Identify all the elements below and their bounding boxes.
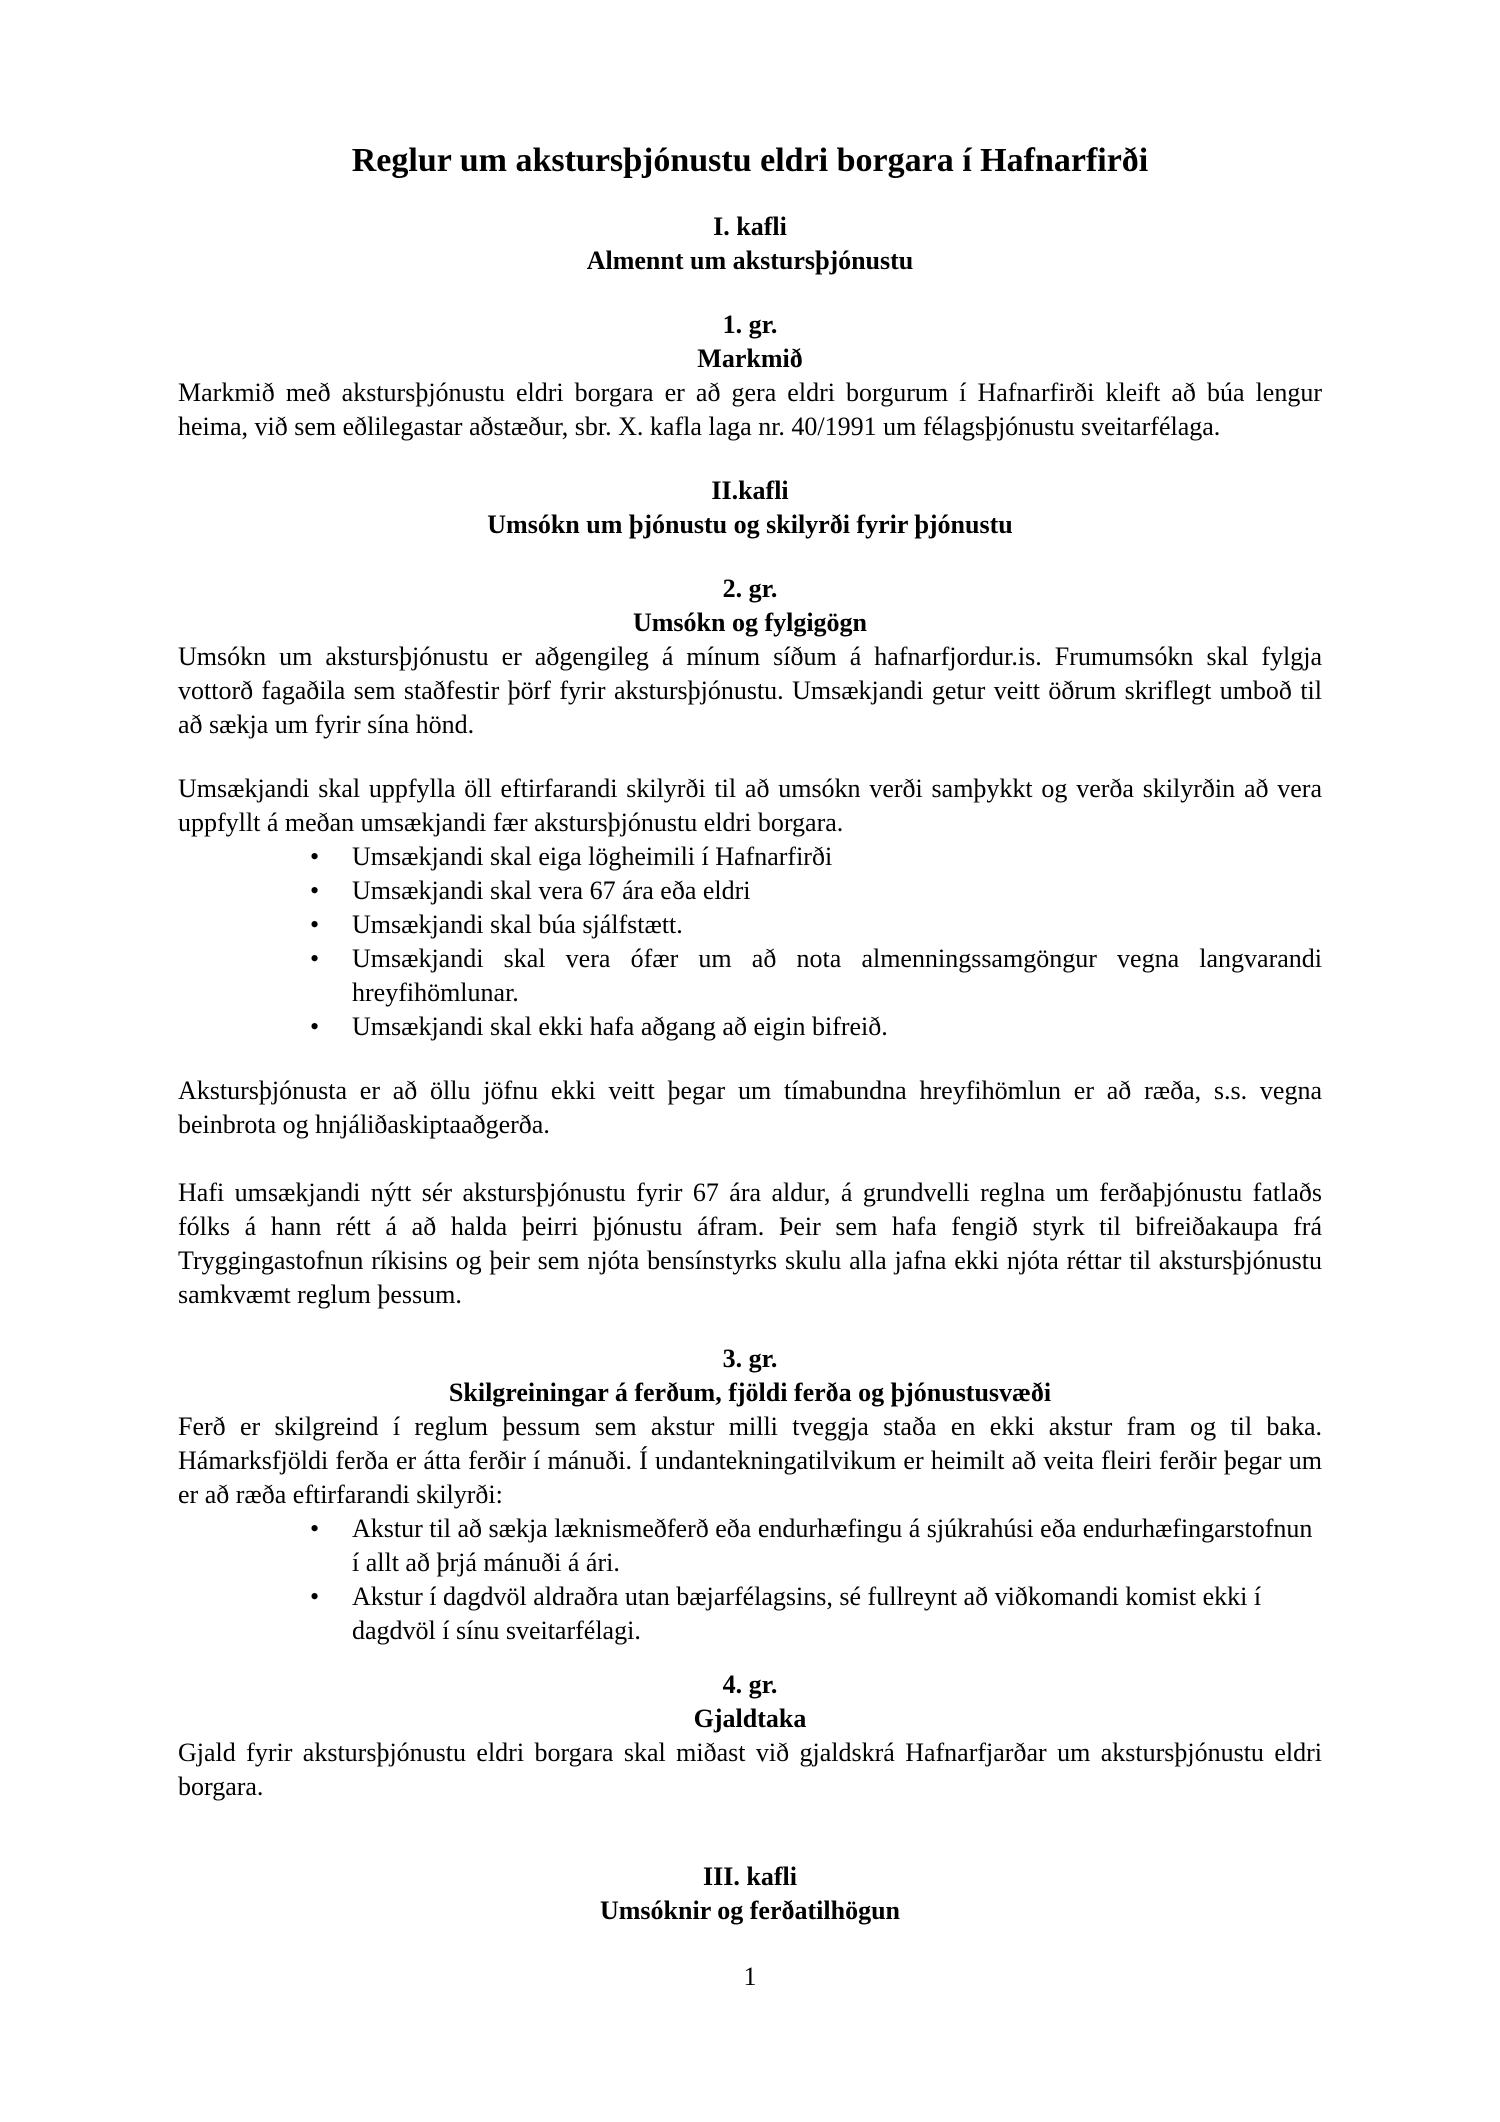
bullet-icon: •: [310, 1012, 320, 1041]
condition-item: [178, 908, 1322, 942]
article-1-number: 1. gr.: [722, 310, 778, 339]
bullet-icon: •: [310, 910, 320, 939]
exception-item: [178, 1580, 1322, 1648]
article-2-paragraph-1: Umsókn um akstursþjónustu er aðgengileg á mínum síðum á hafnarfjordur.is. Frumumsókn skal fylgja vottorð fagaðila sem staðfestir þörf fyrir akstursþjónustu. Umsækjandi getur veitt öðrum skriflegt umboð til að sækja um fyrir sína hönd.: [178, 642, 1322, 739]
chapter-3-number: III. kafli: [703, 1862, 797, 1891]
article-4-title: Gjaldtaka: [693, 1704, 807, 1733]
article-2-paragraph-2: Umsækjandi skal uppfylla öll eftirfarandi skilyrði til að umsókn verði samþykkt og verða skilyrðin að vera uppfyllt á meðan umsækjandi fær akstursþjónustu eldri borgara.: [178, 774, 1322, 837]
condition-text: Umsækjandi skal ekki hafa aðgang að eigin bifreið.: [352, 1012, 888, 1041]
article-2-paragraph-3: Akstursþjónusta er að öllu jöfnu ekki veitt þegar um tímabundna hreyfihömlun er að ræða, s.s. vegna beinbrota og hnjáliðaskiptaaðgerða.: [178, 1076, 1322, 1139]
article-3-number: 3. gr.: [722, 1344, 778, 1373]
bullet-icon: •: [310, 944, 320, 973]
bullet-icon: •: [310, 1582, 320, 1611]
article-3-paragraph-1: Ferð er skilgreind í reglum þessum sem akstur milli tveggja staða en ekki akstur fram og til baka. Hámarksfjöldi ferða er átta ferðir í mánuði. Í undantekningatilvikum er heimilt að veita fleiri ferðir þegar um er að ræða eftirfarandi skilyrði:: [178, 1412, 1322, 1509]
condition-text: Umsækjandi skal vera 67 ára eða eldri: [352, 876, 751, 905]
chapter-2-title: Umsókn um þjónustu og skilyrði fyrir þjónustu: [487, 510, 1013, 539]
article-1-paragraph-1: Markmið með akstursþjónustu eldri borgara er að gera eldri borgurum í Hafnarfirði kleift að búa lengur heima, við sem eðlilegastar aðstæður, sbr. X. kafla laga nr. 40/1991 um félagsþjónustu sveitarfélaga.: [178, 378, 1322, 441]
article-2-title: Umsókn og fylgigögn: [632, 608, 868, 637]
condition-text: Umsækjandi skal vera ófær um að nota almenningssamgöngur vegna langvarandi hreyfihömlunar.: [352, 944, 1322, 1007]
article-2-paragraph-4: Hafi umsækjandi nýtt sér akstursþjónustu fyrir 67 ára aldur, á grundvelli reglna um ferðaþjónustu fatlaðs fólks á hann rétt á að halda þeirri þjónustu áfram. Þeir sem hafa fengið styrk til bifreiðakaupa frá Tryggingastofnun ríkisins og þeir sem njóta bensínstyrks skulu alla jafna ekki njóta réttar til akstursþjónustu samkvæmt reglum þessum.: [178, 1178, 1322, 1309]
chapter-1-number: I. kafli: [713, 212, 787, 241]
chapter-1-title: Almennt um akstursþjónustu: [586, 246, 914, 275]
exception-text: Akstur til að sækja læknismeðferð eða endurhæfingu á sjúkrahúsi eða endurhæfingarstofnun í allt að þrjá mánuði á ári.: [352, 1514, 1313, 1577]
article-2-number: 2. gr.: [722, 574, 778, 603]
condition-item: [178, 874, 1322, 908]
condition-item: [178, 1010, 1322, 1044]
article-1-title: Markmið: [697, 344, 803, 373]
exception-text: Akstur í dagdvöl aldraðra utan bæjarfélagsins, sé fullreynt að viðkomandi komist ekki í dagdvöl í sínu sveitarfélagi.: [352, 1582, 1262, 1645]
page-number: 1: [743, 1962, 757, 1991]
article-4-number: 4. gr.: [722, 1670, 778, 1699]
chapter-3-title: Umsóknir og ferðatilhögun: [600, 1896, 900, 1925]
bullet-icon: •: [310, 876, 320, 905]
condition-item: [178, 942, 1322, 1010]
condition-item: [178, 840, 1322, 874]
condition-text: Umsækjandi skal eiga lögheimili í Hafnarfirði: [352, 842, 833, 871]
chapter-2-number: II.kafli: [711, 476, 789, 505]
exception-item: [178, 1512, 1322, 1580]
article-4-paragraph-1: Gjald fyrir akstursþjónustu eldri borgara skal miðast við gjaldskrá Hafnarfjarðar um akstursþjónustu eldri borgara.: [178, 1738, 1322, 1801]
condition-text: Umsækjandi skal búa sjálfstætt.: [352, 910, 683, 939]
document-title: Reglur um akstursþjónustu eldri borgara í Hafnarfirði: [351, 142, 1149, 179]
bullet-icon: •: [310, 842, 320, 871]
article-3-title: Skilgreiningar á ferðum, fjöldi ferða og þjónustusvæði: [448, 1378, 1052, 1407]
bullet-icon: •: [310, 1514, 320, 1543]
